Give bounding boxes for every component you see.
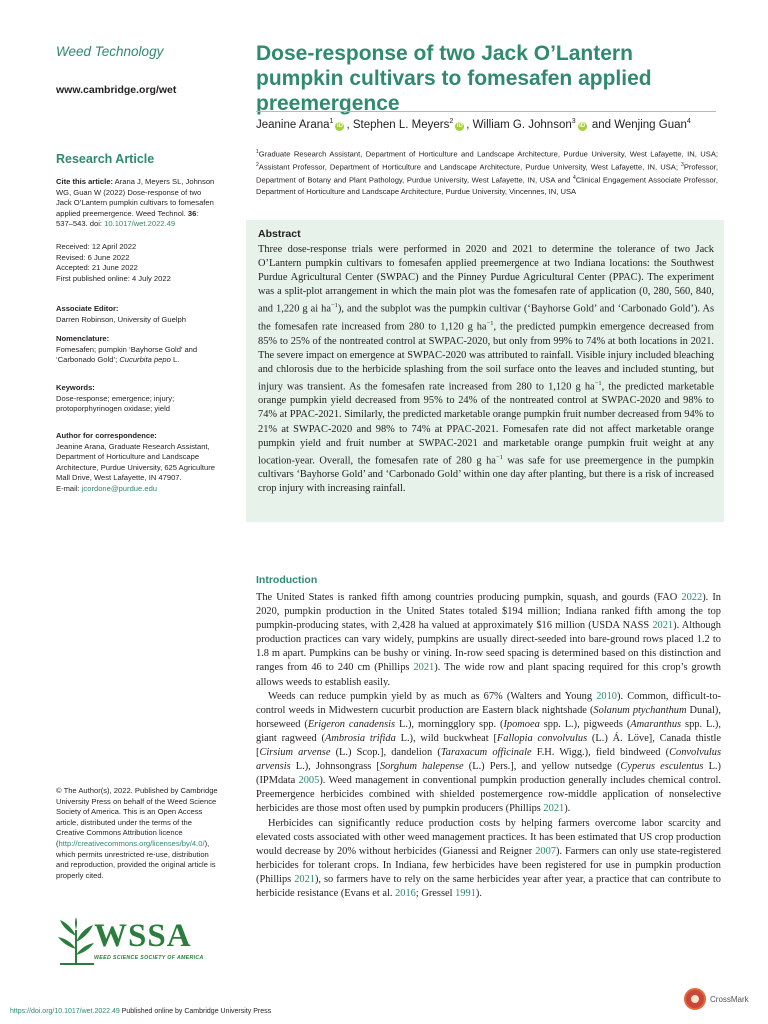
affiliation: Assistant Professor, Department of Horticulture and Landscape Architecture, Purdue University, West Lafayette, IN, USA; xyxy=(258,162,682,172)
cite-doi-link[interactable]: 10.1017/wet.2022.49 xyxy=(104,219,176,229)
affiliation: Professor, Department of Botany and Plant Pathology, Purdue University, West Lafayette, IN, USA and xyxy=(256,162,718,185)
plant-logo-icon xyxy=(56,916,96,966)
author-name: Wenjing Guan xyxy=(614,118,687,131)
paragraph: Herbicides can significantly reduce production costs by helping farmers overcome labor scarcity and elevated costs associated with other weed management practices. It has been estimated that US crop production would decrease by 20% without herbicides (Gianessi and Reigner 2007). Farmers can only use state-registered herbicides for tolerant crops. In Indiana, few herbicides have been registered for use in pumpkin production (Phillips 2021), so farmers have to rely on the same herbicides year after year, a practice that can contribute to herbicide resistance (Evans et al. 2016; Gressel 1991). xyxy=(256,817,721,899)
citation-link[interactable]: 2021 xyxy=(543,803,565,815)
author-list: Jeanine Arana$^1$iD , Stephen L. Meyers$^2$iD , William G. Johnson$^3$iD and Wenjing Guan$^4$ xyxy=(256,118,691,131)
copyright-text-b: ), which permits unrestricted re-use, distribution and reproduction, provided the original article is properly cited. xyxy=(56,838,216,880)
introduction-body xyxy=(256,591,721,901)
title-divider xyxy=(256,111,716,112)
email-link[interactable]: jcordone@purdue.edu xyxy=(81,483,158,493)
citation-link[interactable]: 1991 xyxy=(455,887,476,899)
crossmark-button[interactable] xyxy=(684,988,749,1010)
correspondence-block xyxy=(56,431,216,495)
citation-link[interactable]: 2010 xyxy=(596,690,617,702)
abstract-text: Three dose-response trials were performed in 2020 and 2021 to determine the tolerance of two Jack O’Lantern pumpkin cultivars to fomesafen applied preemergence at two Indiana locations: the Southwest Purdue Agricultural Center (SWPAC) and the Pinney Purdue Agricultural Center (PPAC). The experiment was a split-plot arrangement in which the main plot was the fomesafen rate of application (0, 280, 560, 840, and 1,220 g ai $ha^{-1}$), and the subplot was the pumpkin cultivar (‘Bayhorse Gold’ and ‘Carbonado Gold’). As the fomesafen rate increased from 280 to 1,120 g $ha^{-1}$, the predicted pumpkin emergence decreased from 85% to 25% of the nontreated control at SWPAC-2020, but only from 99% to 74% at both locations in 2021. The severe impact on emergence at SWPAC-2020 was attributed to rainfall. Visible injury included bleaching and chlorosis due to the herbicide splashing from the soil surface onto the leaves and included stunting, but injury was transient. As the fomesafen rate increased from 280 to 1,120 g $ha^{-1}$, the predicted marketable orange pumpkin yield decreased from 95% to 24% of the nontreated control at SWPAC-2020 and 98% to 74% at PPAC-2021. Similarly, the predicted marketable orange pumpkin fruit number decreased from 94% to 21% at SWPAC-2020 and 98% to 74% at PPAC-2021. Fomesafen rate did not affect marketable orange pumpkin yield and fruit number at SWPAC-2021 and marketable orange pumpkin fruit weight at any location-year. Overall, the fomesafen rate of 280 g $ha^{-1}$ was safe for use preemergence in the pumpkin cultivars ‘Bayhorse Gold’ and ‘Carbonado Gold’ within one day after planting, but there is a risk of increased crop injury with increasing rainfall. xyxy=(258,244,715,495)
doi-link[interactable]: https://doi.org/10.1017/wet.2022.49 xyxy=(10,1008,120,1015)
crossmark-icon xyxy=(684,988,706,1010)
date-received: Received: 12 April 2022 xyxy=(56,242,137,251)
orcid-icon[interactable]: iD xyxy=(336,122,343,129)
nomenclature-species: Cucurbita pepo xyxy=(119,355,171,365)
keywords-label: Keywords: xyxy=(56,383,95,392)
paragraph: The United States is ranked fifth among countries producing pumpkin, squash, and gourds (FAO 2022). In 2020, pumpkin production in the United States totaled $194 million; Indiana ranked fifth among the top pumpkin-producing states, with 2,428 ha valued at approximately $16 million (USDA NASS 2021). Although production practices can vary widely, pumpkins are usually direct-seeded into bare-ground rows placed 1.2 to 1.8 m apart. Pumpkins can be bushy or vining. In-row seed spacing is determined based on this distinction and ranges from 46 to 240 cm (Phillips 2021). The wide row and plant spacing required for this crop’s growth allows weeds to establish easily. xyxy=(256,592,722,688)
correspondence-text: Jeanine Arana, Graduate Research Assistant, Department of Horticulture and Landscape Architecture, Purdue University, 625 Agriculture Mall Drive, West Lafayette, IN 47907. xyxy=(56,441,215,483)
article-type: Research Article xyxy=(56,152,155,166)
affiliation: Clinical Engagement Associate Professor, Department of Horticulture and Landscape Architecture, Purdue University, Vincennes, IN, USA xyxy=(256,175,718,196)
associate-editor: Darren Robinson, University of Guelph xyxy=(56,314,186,324)
article-title: Dose-response of two Jack O’Lantern pumpkin cultivars to fomesafen applied preemergence xyxy=(256,42,652,115)
citation-link[interactable]: 2007 xyxy=(535,845,556,857)
correspondence-label: Author for correspondence: xyxy=(56,431,157,440)
date-accepted: Accepted: 21 June 2022 xyxy=(56,263,138,273)
affiliations: $^1$Graduate Research Assistant, Department of Horticulture and Landscape Architecture, Purdue University, West Lafayette, IN, USA; $^2$Assistant Professor, Department of Horticulture and Landscape Architecture, Purdue University, West Lafayette, IN, USA; $^3$Professor, Department of Botany and Plant Pathology, Purdue University, West Lafayette, IN, USA and $^4$Clinical Engagement Associate Professor, Department of Horticulture and Landscape Architecture, Purdue University, Vincennes, IN, USA xyxy=(256,149,718,196)
copyright-text-a: © The Author(s), 2022. Published by Cambridge University Press on behalf of the Weed Science Society of America. This is an Open Access article, distributed under the terms of the Creative Commons Attribution licence ( xyxy=(56,786,218,848)
copyright-block xyxy=(56,786,222,881)
crossmark-label: CrossMark xyxy=(710,994,749,1004)
keywords-block xyxy=(56,383,216,415)
citation-link[interactable]: 2021 xyxy=(294,873,315,885)
published-note: Published online by Cambridge University Press xyxy=(119,1008,272,1015)
citation-link[interactable]: 2021 xyxy=(413,662,435,674)
nomenclature-suffix: L. xyxy=(170,355,180,365)
cite-text: Arana J, Meyers SL, Johnson WG, Guan W (2022) Dose-response of two Jack O’Lantern pumpkin cultivars to fomesafen applied preemergence. Weed Technol. xyxy=(56,177,215,218)
cite-label: Cite this article: xyxy=(56,177,113,186)
logo-subtitle: WEED SCIENCE SOCIETY OF AMERICA xyxy=(94,955,204,961)
wssa-logo xyxy=(56,916,204,968)
email-label: E-mail: xyxy=(56,483,82,493)
introduction-heading: Introduction xyxy=(256,574,318,586)
logo-text: WSSA xyxy=(94,918,192,954)
page-footer xyxy=(10,1008,271,1015)
abstract-box xyxy=(246,220,724,522)
nomenclature-label: Nomenclature: xyxy=(56,334,110,343)
keywords: Dose-response; emergence; injury; protoporphyrinogen oxidase; yield xyxy=(56,393,175,414)
nomenclature-text: Fomesafen; pumpkin ‘Bayhorse Gold’ and ‘Carbonado Gold’; xyxy=(56,344,198,365)
paragraph: Weeds can reduce pumpkin yield by as much as 67% (Walters and Young 2010). Common, difficult-to-control weeds in Midwestern cucurbit production are Eastern black nightshade (Solanum ptychanthum Dunal), horseweed (Erigeron canadensis L.), morningglory spp. (Ipomoea spp. L.), pigweeds (Amaranthus spp. L.), giant ragweed (Ambrosia trifida L.), wild buckwheat [Fallopia convolvulus (L.) Á. Löve], Canada thistle [Cirsium arvense (L.) Scop.], dandelion (Taraxacum officinale F.H. Wigg.), field bindweed (Convolvulus arvensis L.), Johnsongrass [Sorghum halepense (L.) Pers.], and yellow nutsedge (Cyperus esculentus L.) (IPMdata 2005). Weed management in conventional pumpkin production generally includes chemical control. Preemergence herbicides combined with shielded postemergence row-middle application of nonselective herbicides are those most often used by pumpkin producers (Phillips 2021). xyxy=(256,690,722,815)
affiliation: Graduate Research Assistant, Department of Horticulture and Landscape Architecture, Purdue University, West Lafayette, IN, USA; xyxy=(258,149,718,159)
author-name: Stephen L. Meyers xyxy=(352,118,450,131)
date-revised: Revised: 6 June 2022 xyxy=(56,252,130,262)
journal-name: Weed Technology xyxy=(56,44,164,59)
cite-pages: : 537–543. doi: xyxy=(56,208,199,229)
orcid-icon[interactable]: iD xyxy=(456,122,463,129)
citation-link[interactable]: 2022 xyxy=(681,592,703,603)
abstract-heading: Abstract xyxy=(258,228,301,240)
citation-link[interactable]: 2021 xyxy=(652,620,674,632)
associate-editor-block xyxy=(56,304,216,325)
license-link[interactable]: http://creativecommons.org/licenses/by/4.0/ xyxy=(58,838,205,848)
cite-volume: 36 xyxy=(187,208,197,218)
author-name: William G. Johnson xyxy=(472,118,572,131)
author-name: Jeanine Arana xyxy=(256,118,330,131)
associate-editor-label: Associate Editor: xyxy=(56,304,119,313)
citation-block xyxy=(56,177,216,230)
date-published: First published online: 4 July 2022 xyxy=(56,273,171,283)
nomenclature-block xyxy=(56,334,216,366)
dates-block xyxy=(56,242,216,284)
citation-link[interactable]: 2016 xyxy=(395,887,416,899)
journal-url-link[interactable]: www.cambridge.org/wet xyxy=(56,84,177,96)
orcid-icon[interactable]: iD xyxy=(579,122,586,129)
citation-link[interactable]: 2005 xyxy=(298,775,320,787)
